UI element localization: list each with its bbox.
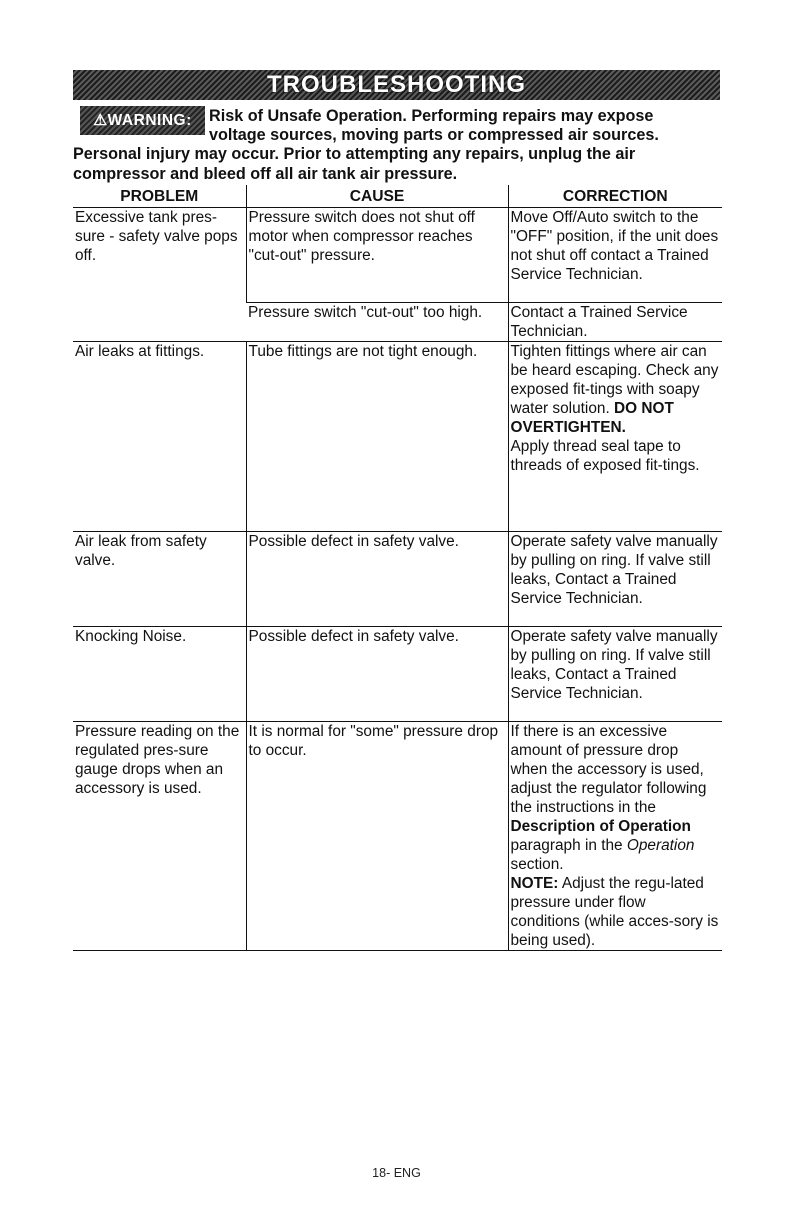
correction-text: Tighten fittings where air can be heard escaping. Check any exposed fit-tings with soapy water solution. <box>510 343 719 417</box>
correction-text: If there is an excessive amount of pressure drop when the accessory is used, adjust the regulator following the instructions in the <box>510 723 707 816</box>
table-row <box>73 532 722 627</box>
problem-cell: Excessive tank pres-sure - safety valve pops off. <box>73 208 246 342</box>
correction-text: section. <box>510 856 564 873</box>
troubleshooting-table <box>73 185 722 951</box>
page-number: 18- ENG <box>372 1166 421 1180</box>
section-title: TROUBLESHOOTING <box>267 71 526 98</box>
cause-cell: Possible defect in safety valve. <box>246 627 508 722</box>
table-row <box>73 627 722 722</box>
correction-cell: Move Off/Auto switch to the "OFF" position, if the unit does not shut off contact a Trained Service Technician. <box>508 208 722 303</box>
header-cause: CAUSE <box>246 185 508 208</box>
header-problem: PROBLEM <box>73 185 246 208</box>
correction-text: Apply thread seal tape to threads of exposed fit-tings. <box>510 438 700 474</box>
note-label: NOTE: <box>510 875 559 892</box>
table-row <box>73 342 722 532</box>
correction-cell: Operate safety valve manually by pulling on ring. If valve still leaks, Contact a Trained Service Technician. <box>508 532 722 627</box>
correction-italic: Operation <box>626 837 695 854</box>
header-correction: CORRECTION <box>508 185 722 208</box>
warning-badge <box>80 106 205 135</box>
problem-cell: Air leak from safety valve. <box>73 532 246 627</box>
table-row <box>73 208 722 303</box>
cause-cell: Possible defect in safety valve. <box>246 532 508 627</box>
cause-cell: Tube fittings are not tight enough. <box>246 342 508 532</box>
correction-cell: Operate safety valve manually by pulling on ring. If valve still leaks, Contact a Trained Service Technician. <box>508 627 722 722</box>
section-title-banner <box>73 70 720 100</box>
problem-cell: Pressure reading on the regulated pres-sure gauge drops when an accessory is used. <box>73 722 246 951</box>
cause-cell: Pressure switch does not shut off motor when compressor reaches "cut-out" pressure. <box>246 208 508 303</box>
table-header-row <box>73 185 722 208</box>
problem-cell: Air leaks at fittings. <box>73 342 246 532</box>
warning-text-line1: Risk of Unsafe Operation. Performing repairs may expose <box>209 107 654 125</box>
table-row <box>73 722 722 951</box>
correction-emphasis: DO NOT OVERTIGHTEN. <box>510 400 674 436</box>
correction-cell: Contact a Trained Service Technician. <box>508 303 722 342</box>
cause-cell: Pressure switch "cut-out" too high. <box>246 303 508 342</box>
warning-text-line3: Personal injury may occur. Prior to attempting any repairs, unplug the air <box>73 145 636 163</box>
note-text: Adjust the regu-lated pressure under flow conditions (while acces-sory is being used). <box>510 875 719 949</box>
correction-cell <box>508 342 722 532</box>
correction-emphasis: Description of Operation <box>510 818 691 835</box>
correction-text: paragraph in the <box>510 837 623 854</box>
cause-cell: It is normal for "some" pressure drop to occur. <box>246 722 508 951</box>
warning-text-line2: voltage sources, moving parts or compressed air sources. <box>209 126 659 144</box>
warning-badge-label: ⚠WARNING: <box>93 112 192 129</box>
problem-cell: Knocking Noise. <box>73 627 246 722</box>
warning-text-line4: compressor and bleed off all air tank air pressure. <box>73 165 458 183</box>
correction-cell <box>508 722 722 951</box>
